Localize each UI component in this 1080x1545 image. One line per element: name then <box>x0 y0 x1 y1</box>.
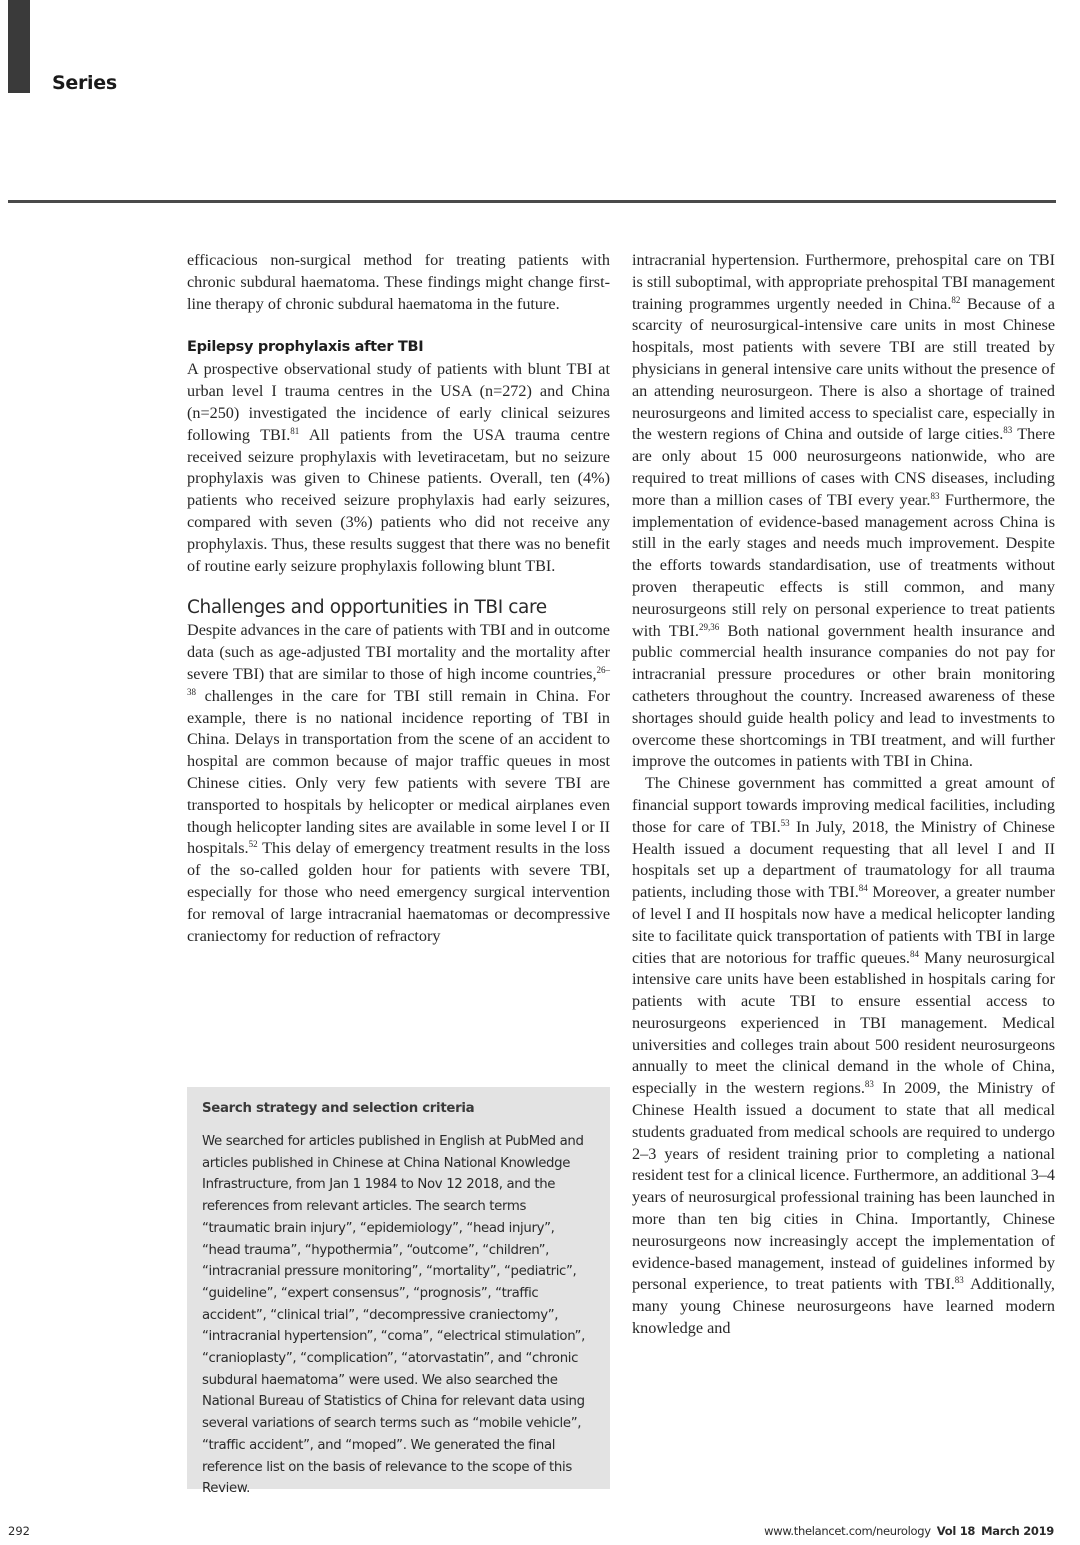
reference-marker[interactable]: 83 <box>1003 425 1013 436</box>
epilepsy-paragraph: A prospective observational study of patients with blunt TBI at urban level I trauma centres in the USA (n=272) and China (n=250) investigated the incidence of early clinical seizures following TBI.$^{81}$ All patients from the USA trauma centre received seizure prophylaxis with levetiracetam, but no seizure prophylaxis was given to Chinese patients. Overall, ten (4%) patients who received seizure prophylaxis had early seizures, compared with seven (3%) patients who did not receive any prophylaxis. Thus, these results suggest that there was no benefit of routine early seizure prophylaxis following blunt TBI. <box>187 360 610 575</box>
reference-marker[interactable]: 82 <box>951 294 961 305</box>
panel-body: We searched for articles published in English at PubMed and articles published in Chinese at China National Knowledge Infrastructure, from Jan 1 1984 to Nov 12 2018, and the references from relevant articles. The search terms “traumatic brain injury”, “epidemiology”, “head injury”, “head trauma”, “hypothermia”, “outcome”, “children”, “intracranial pressure monitoring”, “mortality”, “pediatric”, “guideline”, “expert consensus”, “prognosis”, “traffic accident”, “clinical trial”, “decompressive craniectomy”, “intracranial hypertension”, “coma”, “electrical stimulation”, “cranioplasty”, “complication”, “atorvastatin”, and “chronic subdural haematoma” were used. We also searched the National Bureau of Statistics of China for relevant data using several variations of search terms such as “mobile vehicle”, “traffic accident”, and “moped”. We generated the final reference list on the basis of relevance to the scope of this Review. <box>202 1134 585 1497</box>
panel-title: Search strategy and selection criteria <box>202 1101 475 1116</box>
right-column <box>632 250 1055 1340</box>
journal-url[interactable]: www.thelancet.com/neurology <box>764 1524 931 1538</box>
issue-date: March 2019 <box>981 1524 1054 1538</box>
left-column <box>187 250 610 947</box>
right-paragraph-1: intracranial hypertension. Furthermore, prehospital care on TBI is still suboptimal, with appropriate prehospital TBI management training programmes urgently needed in China.$^{82}$ Because of a scarcity of neurosurgical-intensive care units in most Chinese hospitals, most patients with severe TBI are still treated by physicians in general intensive care units without the presence of an attending neurosurgeon. There is also a shortage of trained neurosurgeons and limited access to specialist care, especially in the western regions of China and outside of large cities.$^{83}$ There are only about 15 000 neurosurgeons nationwide, who are required to treat millions of cases with CNS diseases, including more than a million cases of TBI every year.$^{83}$ Furthermore, the implementation of evidence-based management across China is still in the early stages and needs much improvement. Despite the efforts towards standardisation, use of treatments without proven therapeutic effects is still common, and many neurosurgeons still rely on personal experience to treat patients with TBI.$^{29,36}$ Both national government health insurance and public commercial health insurance companies do not pay for intracranial pressure procedures or other brain monitoring catheters throughout the country. Increased awareness of these shortages should guide health policy and lead to investments to overcome these shortcomings in TBI treatment, and will further improve the outcomes in patients with TBI in China. <box>632 251 1056 771</box>
reference-marker[interactable]: 83 <box>864 1079 874 1090</box>
page-number: 292 <box>8 1524 30 1538</box>
reference-marker[interactable]: 53 <box>780 817 790 828</box>
volume: Vol 18 <box>936 1524 976 1538</box>
reference-marker[interactable]: 84 <box>858 883 868 894</box>
reference-marker[interactable]: 84 <box>909 948 919 959</box>
reference-marker[interactable]: 81 <box>290 425 300 436</box>
epilepsy-heading: Epilepsy prophylaxis after TBI <box>187 339 424 356</box>
header-rule <box>8 200 1056 203</box>
section-label: Series <box>52 72 117 94</box>
reference-marker[interactable]: 52 <box>248 839 258 850</box>
challenges-paragraph: Despite advances in the care of patients with TBI and in outcome data (such as age-adjusted TBI mortality and the mortality after severe TBI) that are similar to those of high income countries,$^{26-38}$ challenges in the care for TBI still remain in China. For example, there is no national incidence reporting of TBI in China. Delays in transportation from the scene of an accident to hospital are common because of major traffic queues in most Chinese cities. Only very few patients with severe TBI are transported to hospitals by helicopter or medical airplanes even though helicopter landing sites are available in some level I or II hospitals.$^{52}$ This delay of emergency treatment results in the loss of the so-called golden hour for patients with severe TBI, especially for those who need emergency surgical intervention for removal of large intracranial haematomas or decompressive craniectomy for reduction of refractory <box>187 621 610 945</box>
section-marker-bar <box>8 0 30 93</box>
reference-marker[interactable]: 26–38 <box>187 664 610 697</box>
right-paragraph-2: The Chinese government has committed a great amount of financial support towards improving medical facilities, including those for care of TBI.$^{53}$ In July, 2018, the Ministry of Chinese Health issued a document requesting that all level I and II hospitals set up a department of traumatology for all trauma patients, including those with TBI.$^{84}$ Moreover, a greater number of level I and II hospitals now have a medical helicopter landing site to facilitate quick transportation of patients with TBI in large cities that are notorious for traffic queues.$^{84}$ Many neurosurgical intensive care units have been established in hospitals caring for patients with acute TBI to ensure essential access to neurosurgeons experienced in TBI management. Medical universities and colleges train about 500 resident neurosurgeons annually to meet the clinical demand in the whole of China, especially in the western regions.$^{83}$ In 2009, the Ministry of Chinese Health issued a document to state that all medical students graduated from medical schools are required to undergo 2–3 years of resident training prior to completing a national resident test for a clinical licence. Furthermore, an additional 3–4 years of neurosurgical professional training has been launched in more than ten big cities in China. Importantly, Chinese neurosurgeons now increasingly accept the implementation of evidence-based management, instead of guidelines informed by personal experience, to treat patients with TBI.$^{83}$ Additionally, many young Chinese neurosurgeons have learned modern knowledge and <box>632 774 1055 1338</box>
journal-footer <box>764 1524 1054 1538</box>
reference-marker[interactable]: 83 <box>954 1275 964 1286</box>
search-strategy-panel <box>187 1087 610 1497</box>
reference-marker[interactable]: 83 <box>930 490 940 501</box>
reference-marker[interactable]: 29,36 <box>698 621 720 632</box>
challenges-heading: Challenges and opportunities in TBI care <box>187 597 547 619</box>
intro-paragraph: efficacious non-surgical method for treating patients with chronic subdural haematoma. These findings might change first-line therapy of chronic subdural haematoma in the future. <box>187 251 610 313</box>
